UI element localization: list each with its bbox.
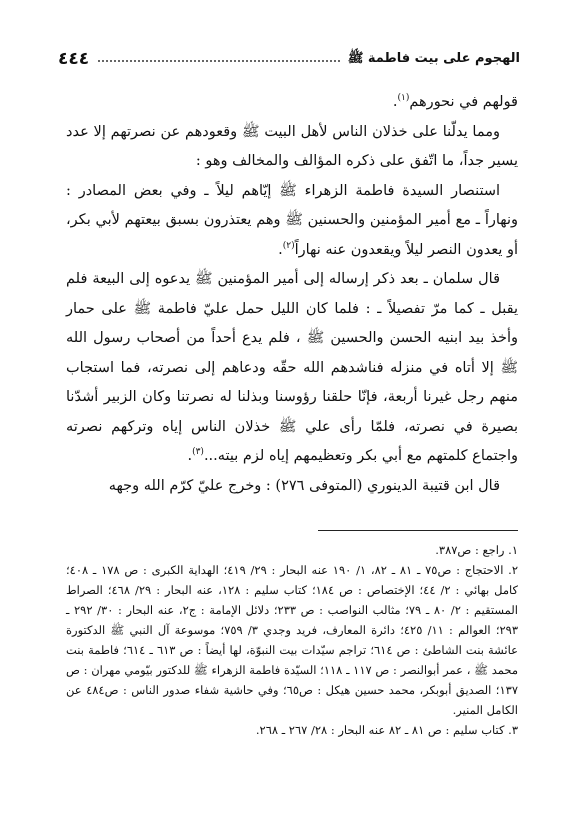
- footnote-3: ٣. كتاب سليم : ص ٨١ ـ ٨٢ عنه البحار : ٢٨/ ٢٦٧ ـ ٢٦٨.: [255, 723, 518, 737]
- footnote-divider: [318, 530, 518, 531]
- paragraph-5: قال ابن قتيبة الدينوري (المتوفى ٢٧٦) : وخرج عليّ كرّم الله وجهه: [108, 477, 500, 494]
- header-title: الهجوم على بيت فاطمة ﷺ: [347, 50, 520, 66]
- paragraph-1: قولهم في نحورهم$^{(١)}$.: [392, 93, 518, 110]
- footnote-2: ٢. الاحتجاج : ص٧٥ ـ ٨١ ـ ٨٢، ١/ ١٩٠ عنه البحار : ٢٩/ ٤١٩؛ الهداية الكبرى : ص ١٧٨ ـ ٤٠٨؛ كامل بهائي : ٢/ ٤٤؛ الإختصاص : ص ١٨٤؛ كتاب سليم : ١٢٨، عنه البحار : ٢٩/ ٤٦٨؛ الصراط المستقيم : ٢/ ٨٠ ـ ٧٩؛ مثالب النواصب : ص ٢٣٣؛ دلائل الإمامة : ج٢، عنه البحار : ٣٠/ ٢٩٢ ـ ٢٩٣؛ العوالم : ١١/ ٤٢٥؛ دائرة المعارف، فريد وجدي ٣/ ٧٥٩؛ موسوعة آل النبي ﷺ الدكتورة عائشة بنت الشاطئ : ص ٦١٤؛ تراجم سيّدات بيت النبوّة، لها أيضاً : ص ٦١٣ ـ ٦١٤؛ فاطمة بنت محمد ﷺ ، عمر أبوالنصر : ص ١١٧ ـ ١١٨؛ السيّدة فاطمة الزهراء ﷺ للدكتور بيّومي مهران : ص ١٣٧؛ الصديق أبوبكر، محمد حسين هيكل : ص٦٥؛ وفي حاشية شفاء صدور الناس : ص٤٨٤ عن الكامل المنير.: [66, 563, 519, 717]
- header-dotted-leader: [97, 60, 340, 62]
- footnote-ref-1: (١): [397, 93, 410, 104]
- paragraph-4: قال سلمان ـ بعد ذكر إرساله إلى أمير المؤمنين ﷺ يدعوه إلى البيعة فلم يقبل ـ كما مرّ تفصيلاً ـ : فلما كان الليل حمل عليّ فاطمة ﷺ على حمار وأخذ بيد ابنيه الحسن والحسين ﷺ ، فلم يدع أحداً من أصحاب رسول الله ﷺ إلا أتاه في منزله فناشدهم الله حقّه ودعاهم إلى نصرته، فما استجاب منهم رجل غيرنا أربعة، فإنّا حلقنا رؤوسنا وبذلنا له نصرتنا وكان الزبير أشدّنا بصيرة في نصرته، فلمّا رأى علي ﷺ خذلان الناس إياه وتركهم نصرته واجتماع كلمتهم مع أبي بكر وتعظيمهم إياه لزم بيته...$^{(٣)}$.: [66, 271, 518, 464]
- footnote-ref-3: (٣): [192, 447, 204, 458]
- paragraph-2: ومما يدلّنا على خذلان الناس لأهل البيت ﷺ وقعودهم عن نصرتهم إلا عدد يسير جداً، ما اتّفق على ذكره المؤالف والمخالف وهو :: [66, 123, 518, 169]
- page-number: ٤٤٤: [58, 49, 90, 69]
- main-text: [66, 88, 518, 501]
- footnote-ref-2: (٢): [282, 240, 295, 251]
- footnote-1: ١. راجع : ص٣٨٧.: [435, 543, 518, 557]
- running-header: [58, 44, 520, 74]
- footnotes: [66, 540, 518, 740]
- paragraph-3: استنصار السيدة فاطمة الزهراء ﷺ إيّاهم ليلاً ـ وفي بعض المصادر : ونهاراً ـ مع أمير المؤمنين والحسنين ﷺ وهم يعتذرون بسبق بيعتهم لأبي بكر، أو يعدون النصر ليلاً ويقعدون عنه نهاراً$^{(٢)}$.: [66, 182, 518, 258]
